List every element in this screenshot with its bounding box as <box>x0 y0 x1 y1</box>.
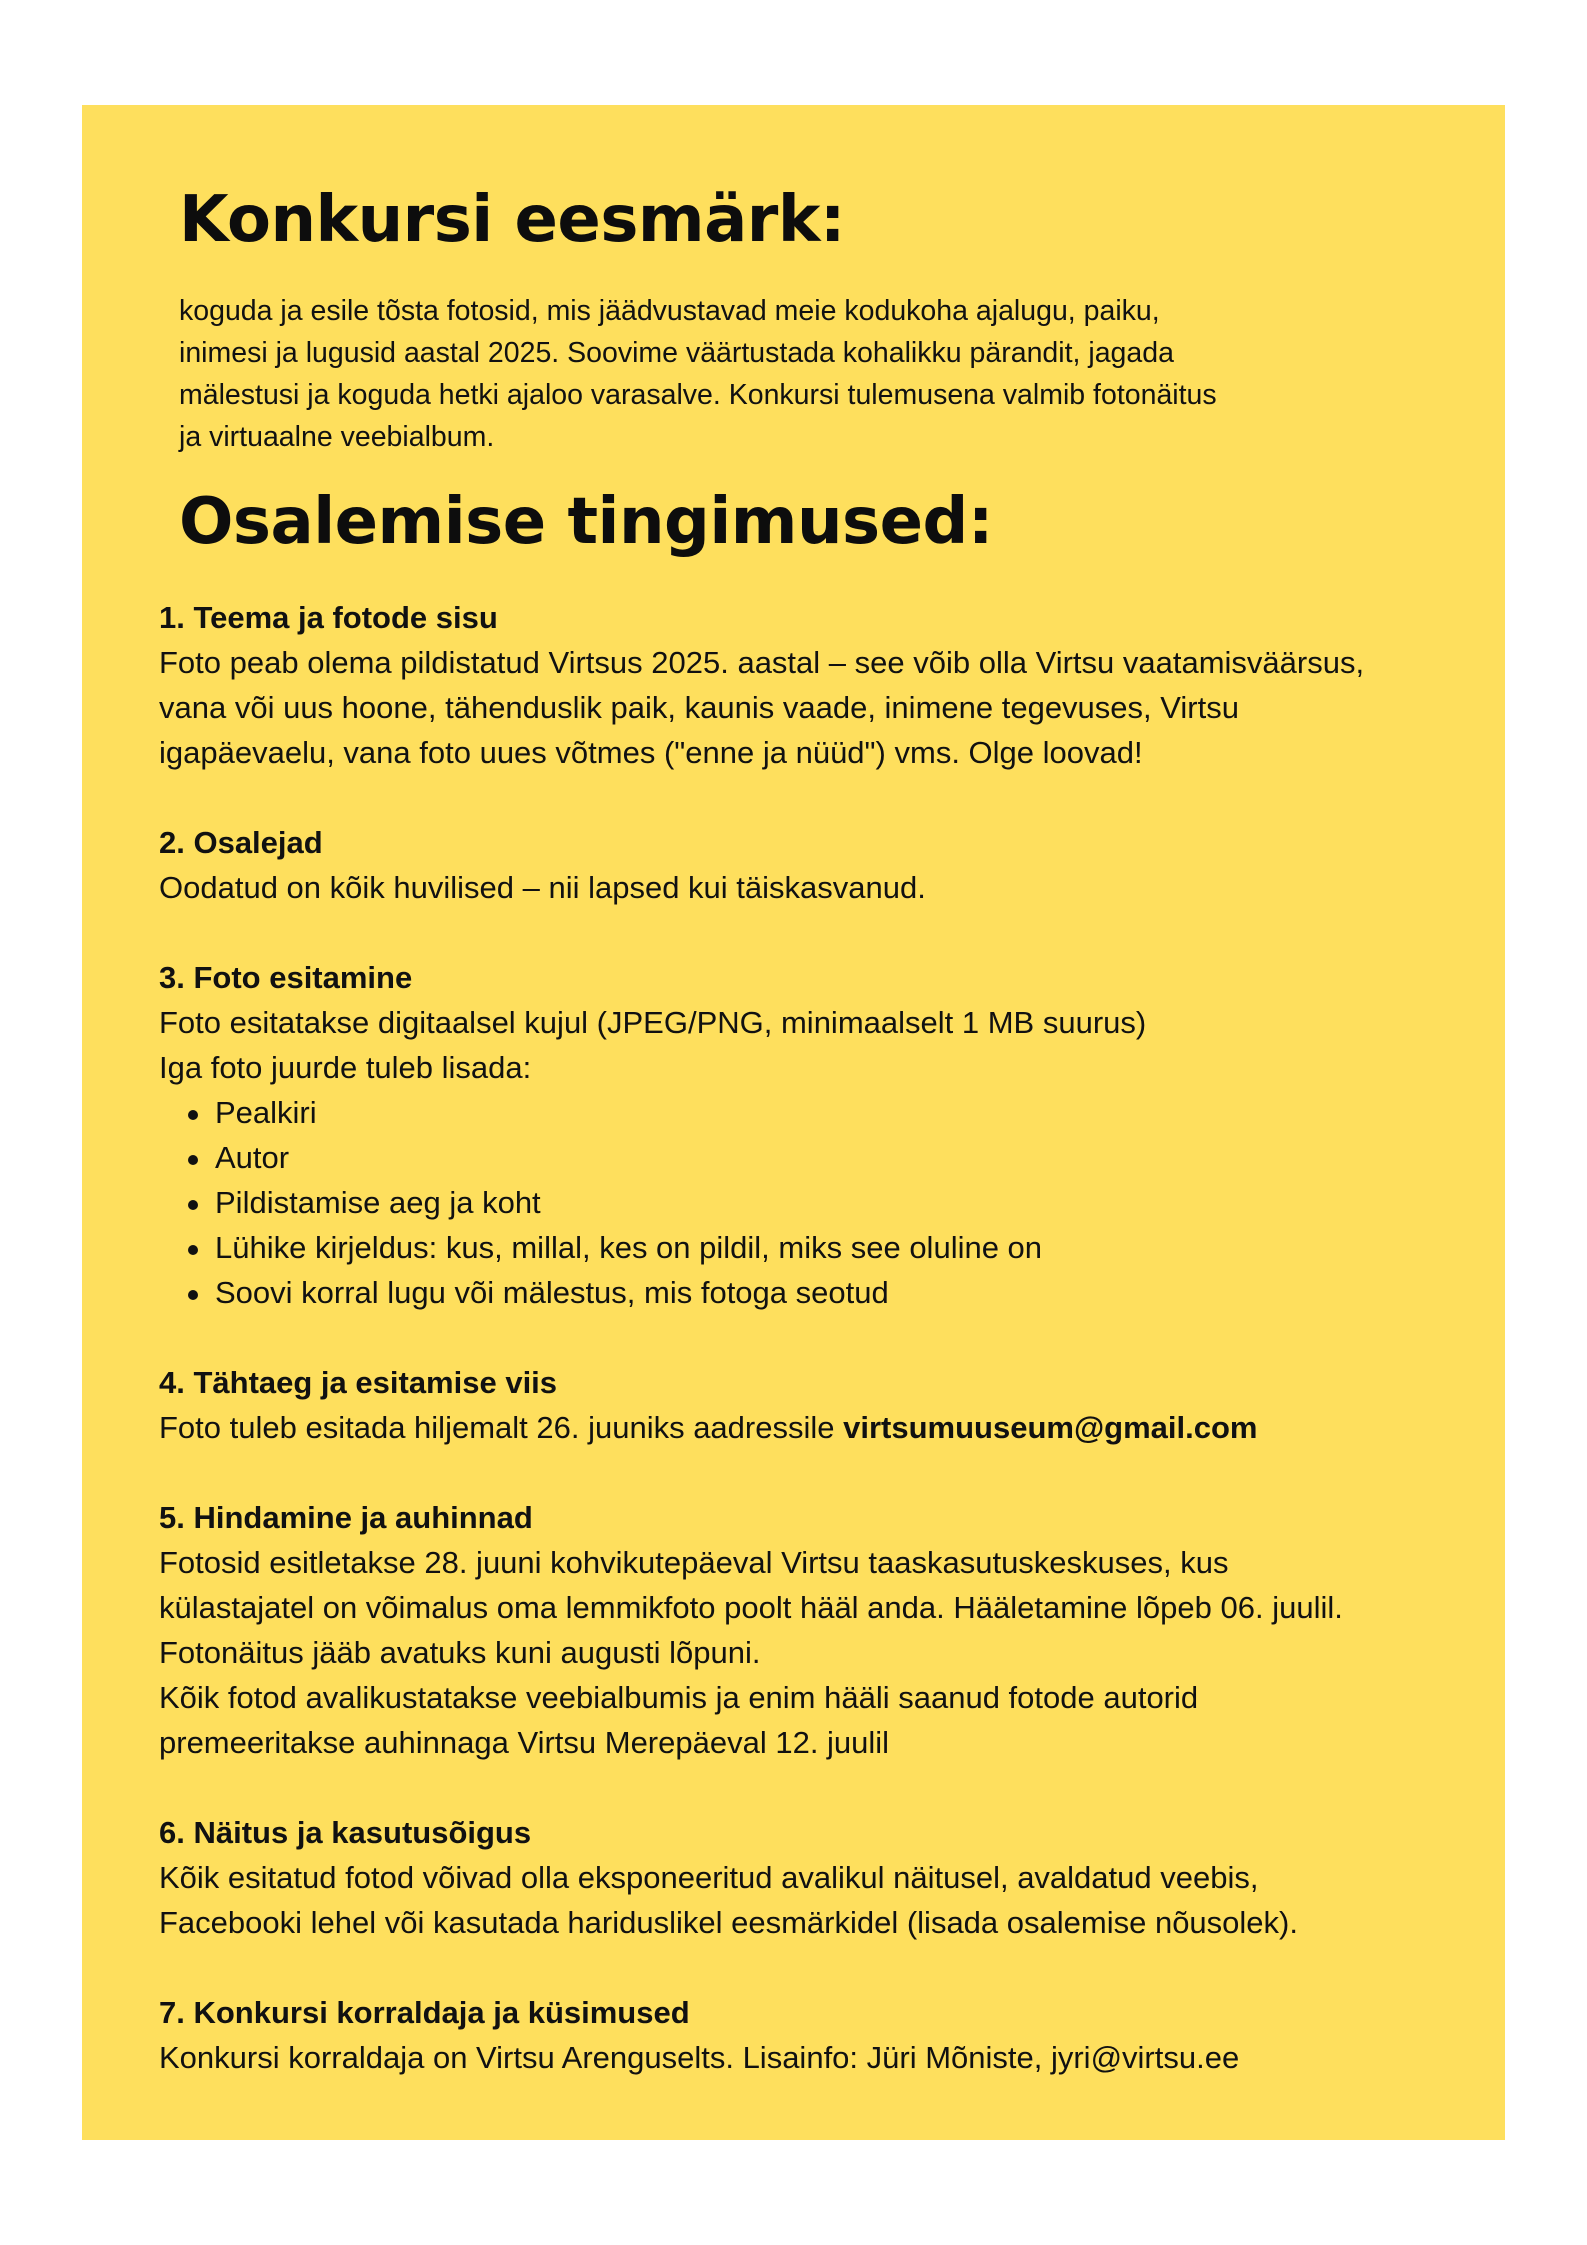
section-line: Foto esitatakse digitaalsel kujul (JPEG/PNG, minimaalselt 1 MB suurus) <box>159 1005 1147 1040</box>
section-theme <box>159 595 1489 775</box>
section-line: igapäevaelu, vana foto uues võtmes ("enne ja nüüd") vms. Olge loovad! <box>159 735 1143 770</box>
list-item: Pealkiri <box>185 1090 1489 1135</box>
list-item: Pildistamise aeg ja koht <box>185 1180 1489 1225</box>
section-judging <box>159 1495 1489 1765</box>
section-line: Kõik esitatud fotod võivad olla eksponeeritud avalikul näitusel, avaldatud veebis, <box>159 1860 1259 1895</box>
section-title: 2. Osalejad <box>159 825 323 860</box>
goal-heading: Konkursi eesmärk: <box>179 183 845 257</box>
submission-email[interactable]: virtsumuuseum@gmail.com <box>843 1410 1258 1445</box>
section-line: külastajatel on võimalus oma lemmikfoto poolt hääl anda. Hääletamine lõpeb 06. juulil. <box>159 1590 1343 1625</box>
section-line: premeeritakse auhinnaga Virtsu Merepäeval 12. juulil <box>159 1725 890 1760</box>
section-title: 5. Hindamine ja auhinnad <box>159 1500 533 1535</box>
goal-line: koguda ja esile tõsta fotosid, mis jäädvustavad meie kodukoha ajalugu, paiku, <box>179 295 1160 327</box>
section-line: vana või uus hoone, tähenduslik paik, kaunis vaade, inimene tegevuses, Virtsu <box>159 690 1239 725</box>
section-line: Iga foto juurde tuleb lisada: <box>159 1050 532 1085</box>
section-submission <box>159 955 1489 1315</box>
deadline-line <box>159 1405 1489 1450</box>
section-deadline <box>159 1360 1489 1450</box>
goal-line: mälestusi ja koguda hetki ajaloo varasalve. Konkursi tulemusena valmib fotonäitus <box>179 379 1217 411</box>
list-item: Soovi korral lugu või mälestus, mis fotoga seotud <box>185 1270 1489 1315</box>
section-line: Fotosid esitletakse 28. juuni kohvikutepäeval Virtsu taaskasutuskeskuses, kus <box>159 1545 1229 1580</box>
section-organizer <box>159 1990 1489 2080</box>
section-title: 1. Teema ja fotode sisu <box>159 600 498 635</box>
rules-heading: Osalemise tingimused: <box>179 485 993 559</box>
deadline-text: Foto tuleb esitada hiljemalt 26. juuniks aadressile <box>159 1410 844 1445</box>
section-title: 6. Näitus ja kasutusõigus <box>159 1815 532 1850</box>
contest-panel <box>82 105 1505 2140</box>
list-item: Lühike kirjeldus: kus, millal, kes on pildil, miks see oluline on <box>185 1225 1489 1270</box>
section-line: Fotonäitus jääb avatuks kuni augusti lõpuni. <box>159 1635 761 1670</box>
section-line: Facebooki lehel või kasutada hariduslikel eesmärkidel (lisada osalemise nõusolek). <box>159 1905 1298 1940</box>
section-line: Foto peab olema pildistatud Virtsus 2025. aastal – see võib olla Virtsu vaatamisväärsus, <box>159 645 1365 680</box>
section-participants <box>159 820 1489 910</box>
section-line: Konkursi korraldaja on Virtsu Arenguselts. Lisainfo: Jüri Mõniste, jyri@virtsu.ee <box>159 2040 1240 2075</box>
goal-line: ja virtuaalne veebialbum. <box>179 421 495 453</box>
section-title: 3. Foto esitamine <box>159 960 413 995</box>
section-exhibition-rights <box>159 1810 1489 1945</box>
section-line: Kõik fotod avalikustatakse veebialbumis ja enim hääli saanud fotode autorid <box>159 1680 1199 1715</box>
goal-description <box>179 290 1399 458</box>
list-item: Autor <box>185 1135 1489 1180</box>
required-info-list <box>159 1090 1489 1315</box>
rules-sections <box>159 595 1489 2125</box>
section-title: 4. Tähtaeg ja esitamise viis <box>159 1365 558 1400</box>
section-title: 7. Konkursi korraldaja ja küsimused <box>159 1995 690 2030</box>
goal-line: inimesi ja lugusid aastal 2025. Soovime väärtustada kohalikku pärandit, jagada <box>179 337 1174 369</box>
section-line: Oodatud on kõik huvilised – nii lapsed kui täiskasvanud. <box>159 870 926 905</box>
